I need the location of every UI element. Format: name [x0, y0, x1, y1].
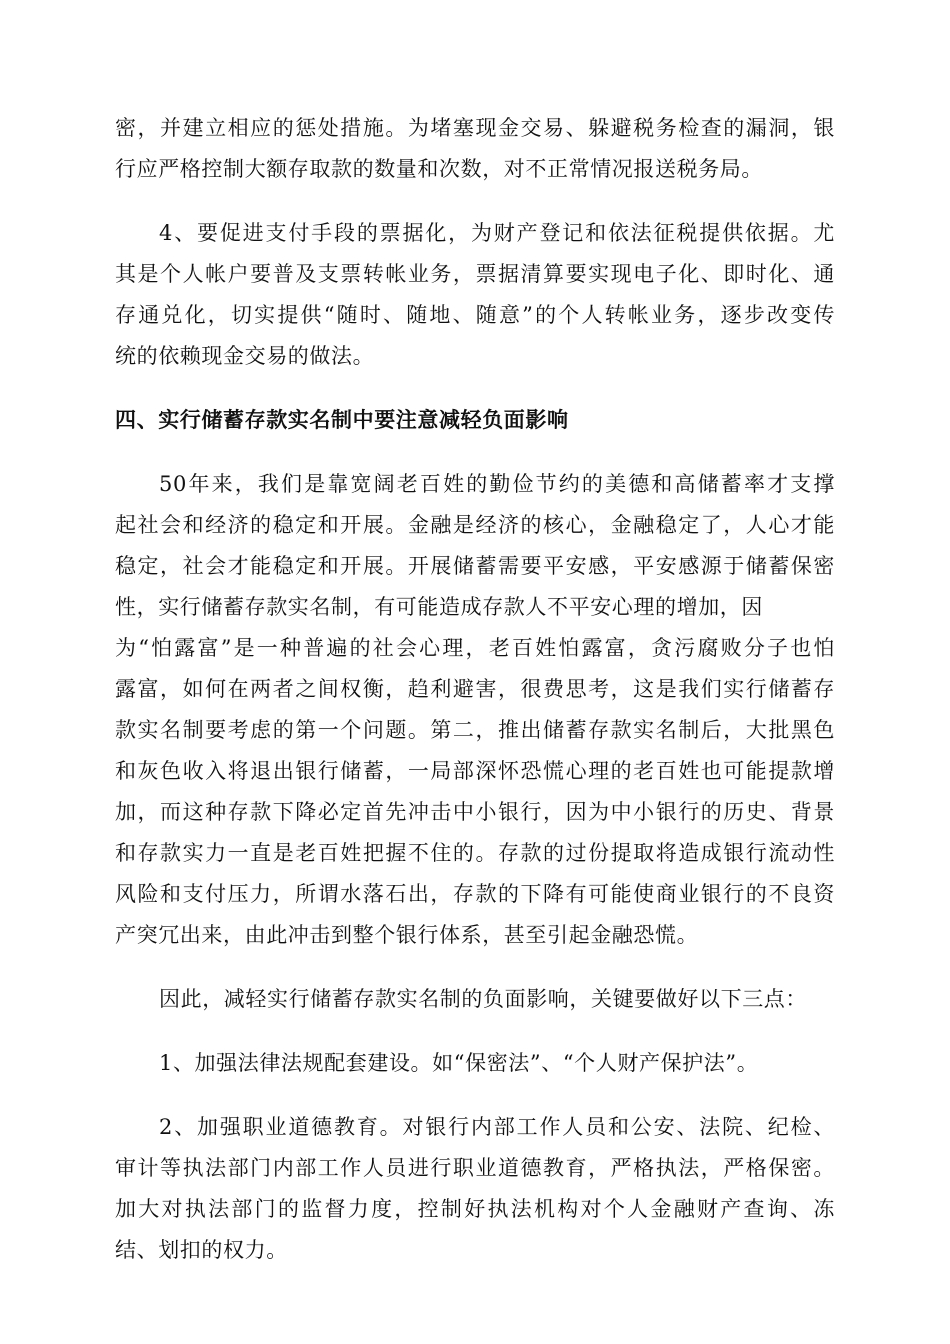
text-line: 其是个人帐户要普及支票转帐业务，票据清算要实现电子化、即时化、通	[115, 262, 835, 286]
paragraph-three-points-intro	[115, 979, 835, 1020]
text-line: 款实名制要考虑的第一个问题。第二，推出储蓄存款实名制后，大批黑色	[115, 718, 835, 742]
section-heading: 四、实行储蓄存款实名制中要注意减轻负面影响	[115, 408, 569, 432]
text-line: 性，实行储蓄存款实名制，有可能造成存款人不平安心理的增加，因	[115, 595, 763, 619]
text-line: 加大对执法部门的监督力度，控制好执法机构对个人金融财产查询、冻	[115, 1197, 835, 1221]
text-line: 为“怕露富”是一种普遍的社会心理，老百姓怕露富，贪污腐败分子也怕	[115, 636, 835, 660]
text-line: 产突冗出来，由此冲击到整个银行体系，甚至引起金融恐慌。	[115, 923, 699, 947]
text-line: 2、加强职业道德教育。对银行内部工作人员和公安、法院、纪检、	[159, 1115, 835, 1139]
paragraph-penalty-measures	[115, 108, 835, 190]
text-line: 露富，如何在两者之间权衡，趋利避害，很费思考，这是我们实行储蓄存	[115, 677, 835, 701]
text-line: 因此，减轻实行储蓄存款实名制的负面影响，关键要做好以下三点：	[159, 987, 807, 1011]
text-line: 统的依赖现金交易的做法。	[115, 344, 375, 368]
text-line: 行应严格控制大额存取款的数量和次数，对不正常情况报送税务局。	[115, 157, 763, 181]
text-line: 和存款实力一直是老百姓把握不住的。存款的过份提取将造成银行流动性	[115, 841, 835, 865]
text-line: 结、划扣的权力。	[115, 1238, 288, 1262]
text-line: 存通兑化，切实提供“随时、随地、随意”的个人转帐业务，逐步改变传	[115, 303, 835, 327]
text-line: 审计等执法部门内部工作人员进行职业道德教育，严格执法，严格保密。	[115, 1156, 835, 1180]
text-line: 4、要促进支付手段的票据化，为财产登记和依法征税提供依据。尤	[159, 221, 835, 245]
text-line: 起社会和经济的稳定和开展。金融是经济的核心，金融稳定了，人心才能	[115, 513, 835, 537]
paragraph-item-1	[115, 1043, 835, 1084]
text-line: 和灰色收入将退出银行储蓄，一局部深怀恐慌心理的老百姓也可能提款增	[115, 759, 835, 783]
text-line: 加，而这种存款下降必定首先冲击中小银行，因为中小银行的历史、背景	[115, 800, 835, 824]
text-line: 风险和支付压力，所谓水落石出，存款的下降有可能使商业银行的不良资	[115, 882, 835, 906]
text-line: 稳定，社会才能稳定和开展。开展储蓄需要平安感，平安感源于储蓄保密	[115, 554, 835, 578]
paragraph-savings-security	[115, 464, 835, 956]
document-body	[115, 108, 835, 1294]
text-line: 50年来，我们是靠宽阔老百姓的勤俭节约的美德和高储蓄率才支撑	[159, 472, 835, 496]
paragraph-item-2	[115, 1107, 835, 1271]
text-line: 密，并建立相应的惩处措施。为堵塞现金交易、躲避税务检查的漏洞，银	[115, 116, 835, 140]
paragraph-item-4	[115, 213, 835, 377]
text-line: 1、加强法律法规配套建设。如“保密法”、“个人财产保护法”。	[159, 1051, 759, 1075]
